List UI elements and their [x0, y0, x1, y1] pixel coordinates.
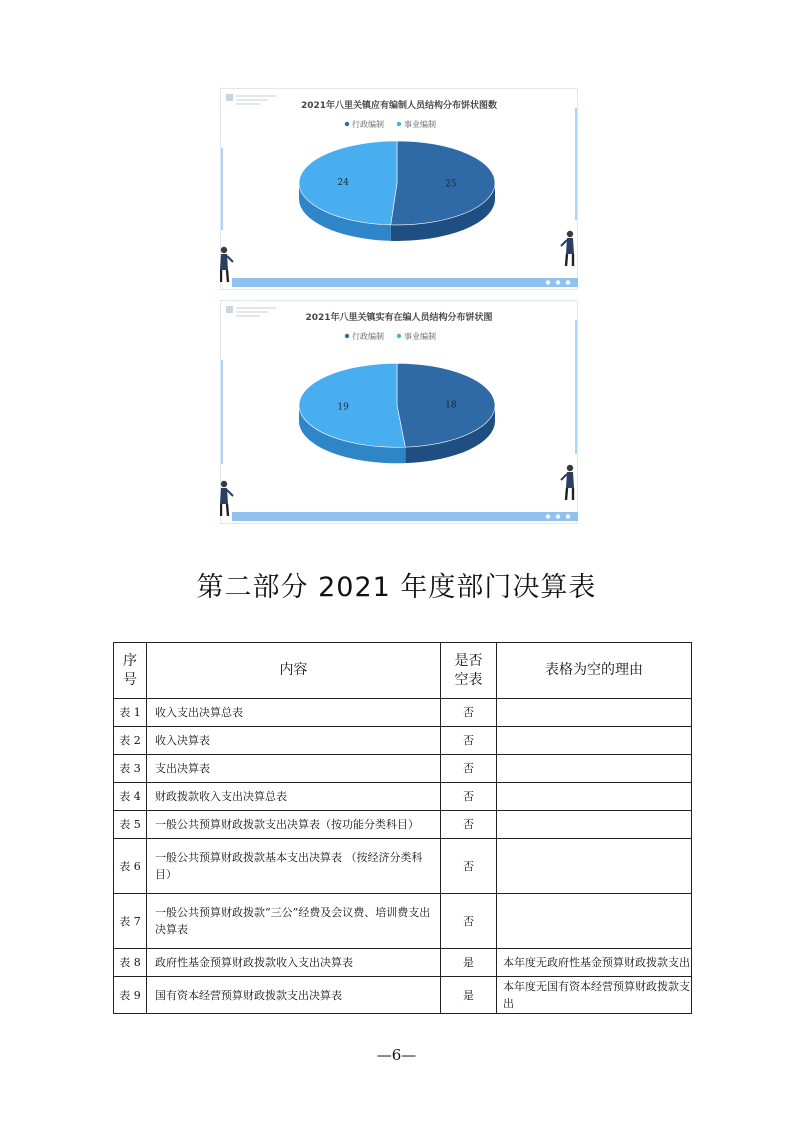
row-no: 表 3 [114, 755, 147, 783]
chart2-dot-3 [566, 514, 570, 518]
chart1-legend-label-2: 事业编制 [404, 120, 436, 129]
chart2-legend-label-1: 行政编制 [352, 332, 384, 341]
table-row [114, 894, 692, 949]
chart2-person-right-icon-head [567, 465, 573, 471]
row-is-empty: 是 [441, 949, 497, 977]
header-no-label: 序号 [123, 652, 137, 688]
row-content: 收入支出决算总表 [147, 699, 441, 727]
row-reason [497, 699, 692, 727]
chart1-dot-1 [546, 280, 550, 284]
table-row [114, 699, 692, 727]
row-content: 财政拨款收入支出决算总表 [147, 783, 441, 811]
row-is-empty: 否 [441, 755, 497, 783]
row-reason: 本年度无国有资本经营预算财政拨款支出 [497, 977, 692, 1014]
row-no: 表 6 [114, 839, 147, 894]
table-row [114, 977, 692, 1014]
budget-table [113, 642, 692, 1014]
row-content: 政府性基金预算财政拨款收入支出决算表 [147, 949, 441, 977]
chart1-title: 2021年八里关镇应有编制人员结构分布饼状图数 [300, 101, 498, 111]
row-content: 支出决算表 [147, 755, 441, 783]
chart1-corner-icon [226, 94, 233, 101]
pie-chart-1 [220, 88, 578, 290]
row-reason [497, 783, 692, 811]
chart2-person-left-icon-head [221, 481, 227, 487]
row-no: 表 5 [114, 811, 147, 839]
chart2-title: 2021年八里关镇实有在编人员结构分布饼状图 [305, 313, 493, 323]
chart1-person-right-icon-head [567, 231, 573, 237]
row-content: 一般公共预算财政拨款基本支出决算表 （按经济分类科目） [147, 839, 441, 894]
header-reason: 表格为空的理由 [497, 643, 692, 699]
row-reason [497, 727, 692, 755]
chart1-data-label-2: 24 [337, 178, 349, 189]
chart1-bottom-bar [232, 278, 578, 287]
table-row [114, 783, 692, 811]
row-content: 一般公共预算财政拨款支出决算表（按功能分类科目） [147, 811, 441, 839]
table-row [114, 949, 692, 977]
row-content: 国有资本经营预算财政拨款支出决算表 [147, 977, 441, 1014]
chart2-bottom-bar [232, 512, 578, 521]
chart1-legend-marker-1 [345, 122, 349, 126]
row-no: 表 1 [114, 699, 147, 727]
row-no: 表 8 [114, 949, 147, 977]
row-is-empty: 否 [441, 783, 497, 811]
pie-chart-2 [220, 300, 578, 524]
row-no: 表 7 [114, 894, 147, 949]
row-reason: 本年度无政府性基金预算财政拨款支出 [497, 949, 692, 977]
chart1-dot-2 [556, 280, 560, 284]
row-content: 一般公共预算财政拨款“三公”经费及会议费、培训费支出决算表 [147, 894, 441, 949]
chart2-legend-marker-1 [345, 334, 349, 338]
page-number: —6— [376, 1046, 417, 1064]
row-is-empty: 否 [441, 699, 497, 727]
row-no: 表 4 [114, 783, 147, 811]
table-header-row [114, 643, 692, 699]
chart2-dot-2 [556, 514, 560, 518]
chart1-person-left-icon-head [221, 247, 227, 253]
header-is-empty-label: 是否空表 [454, 652, 483, 688]
chart1-dot-3 [566, 280, 570, 284]
row-reason [497, 894, 692, 949]
pie-chart-card-2 [220, 300, 578, 524]
table-row [114, 811, 692, 839]
chart1-legend-label-1: 行政编制 [352, 120, 384, 129]
pie-chart-card-1 [220, 88, 578, 290]
row-is-empty: 否 [441, 727, 497, 755]
chart2-data-label-2: 19 [337, 402, 349, 413]
chart1-legend-marker-2 [397, 122, 401, 126]
row-reason [497, 811, 692, 839]
row-is-empty: 否 [441, 894, 497, 949]
chart2-legend-marker-2 [397, 334, 401, 338]
chart2-corner-icon [226, 306, 233, 313]
table-row [114, 727, 692, 755]
chart1-data-label-1: 25 [445, 179, 457, 190]
header-is-empty [441, 643, 497, 699]
row-content: 收入决算表 [147, 727, 441, 755]
row-is-empty: 是 [441, 977, 497, 1014]
row-reason [497, 755, 692, 783]
chart2-dot-1 [546, 514, 550, 518]
row-no: 表 2 [114, 727, 147, 755]
chart2-data-label-1: 18 [445, 400, 457, 411]
table-row [114, 755, 692, 783]
row-is-empty: 否 [441, 811, 497, 839]
chart2-legend-label-2: 事业编制 [404, 332, 436, 341]
row-no: 表 9 [114, 977, 147, 1014]
header-no [114, 643, 147, 699]
section-title: 第二部分 2021 年度部门决算表 [196, 572, 597, 603]
row-is-empty: 否 [441, 839, 497, 894]
row-reason [497, 839, 692, 894]
header-content: 内容 [147, 643, 441, 699]
table-row [114, 839, 692, 894]
